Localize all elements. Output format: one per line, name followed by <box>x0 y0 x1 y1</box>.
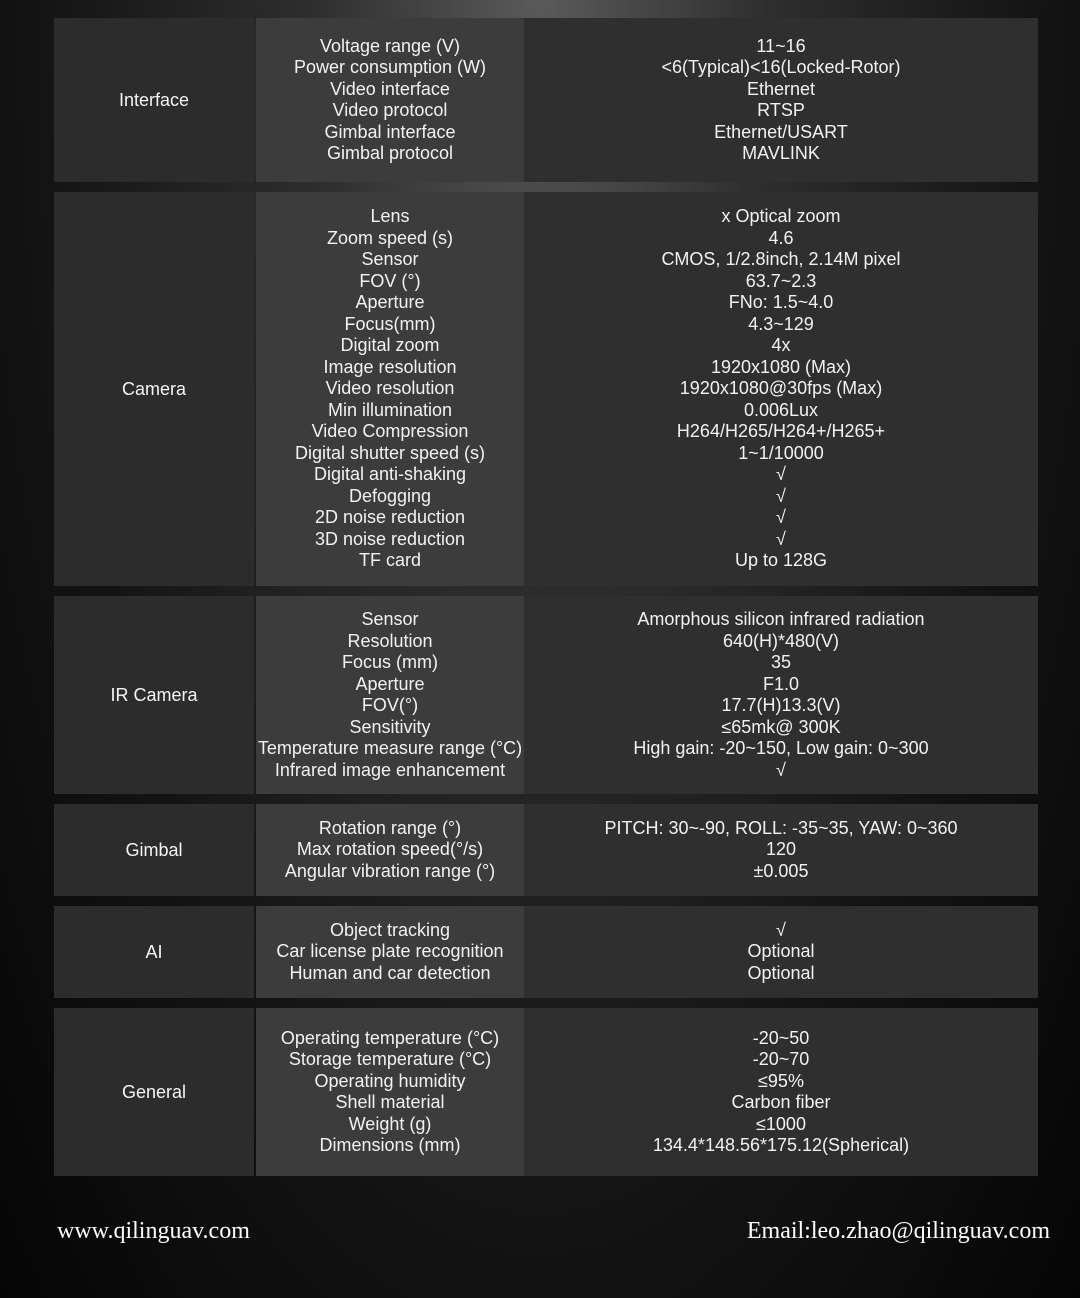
param-name: Object tracking <box>329 919 451 940</box>
param-name: Lens <box>370 206 410 227</box>
param-name: Aperture <box>355 292 425 313</box>
param-value: 640(H)*480(V) <box>722 630 840 651</box>
param-name: Voltage range (V) <box>319 35 461 56</box>
param-name: Gimbal interface <box>324 121 456 142</box>
param-values <box>524 804 1038 896</box>
param-value: High gain: -20~150, Low gain: 0~300 <box>633 738 929 758</box>
param-value: 35 <box>770 652 792 672</box>
param-name: Sensor <box>361 249 419 270</box>
param-values <box>524 192 1038 586</box>
param-name: Shell material <box>335 1092 445 1112</box>
param-name: Infrared image enhancement <box>274 759 506 780</box>
param-value: FNo: 1.5~4.0 <box>728 292 834 313</box>
param-value: 4.6 <box>768 227 794 248</box>
category-label: IR Camera <box>54 596 254 794</box>
param-value: Ethernet/USART <box>714 121 848 142</box>
category-label: Camera <box>54 192 254 586</box>
param-name: Operating humidity <box>314 1070 466 1091</box>
param-name: Zoom speed (s) <box>326 227 454 248</box>
param-name: Power consumption (W) <box>293 57 487 77</box>
param-value: Up to 128G <box>734 550 828 571</box>
section-gimbal <box>54 804 1038 896</box>
param-name: Angular vibration range (°) <box>284 860 496 881</box>
param-value: Amorphous silicon infrared radiation <box>637 609 925 629</box>
param-name: Weight (g) <box>348 1113 432 1134</box>
category-label: Interface <box>54 18 254 182</box>
param-value: Optional <box>747 941 815 962</box>
param-value: 1920x1080 (Max) <box>710 356 852 377</box>
param-name: TF card <box>358 550 421 571</box>
param-name: Rotation range (°) <box>318 817 462 838</box>
param-value: √ <box>776 759 786 780</box>
param-value: 120 <box>765 839 797 860</box>
param-name: Max rotation speed(°/s) <box>296 839 484 860</box>
section-ir-camera <box>54 596 1038 794</box>
param-names <box>256 906 524 998</box>
param-names <box>256 1008 524 1176</box>
param-value: 17.7(H)13.3(V) <box>721 695 841 715</box>
section-camera <box>54 192 1038 586</box>
param-value: √ <box>776 919 786 940</box>
param-value: RTSP <box>757 100 805 120</box>
email-link[interactable]: Email:leo.zhao@qilinguav.com <box>746 1218 1050 1244</box>
param-value: √ <box>776 528 786 549</box>
param-value: 4.3~129 <box>748 313 814 334</box>
param-value: Carbon fiber <box>731 1092 831 1112</box>
param-name: Gimbal protocol <box>326 143 454 163</box>
param-name: FOV (°) <box>359 270 421 291</box>
param-value: 134.4*148.56*175.12(Spherical) <box>652 1135 910 1155</box>
param-value: Ethernet <box>746 78 816 99</box>
param-name: Operating temperature (°C) <box>280 1027 500 1048</box>
param-name: Car license plate recognition <box>276 941 504 962</box>
param-names <box>256 18 524 182</box>
param-value: 11~16 <box>756 35 806 56</box>
param-name: 3D noise reduction <box>314 528 466 549</box>
param-value: CMOS, 1/2.8inch, 2.14M pixel <box>661 249 901 270</box>
param-name: Video Compression <box>311 421 469 442</box>
param-value: 1920x1080@30fps (Max) <box>679 378 883 399</box>
param-name: Focus(mm) <box>344 313 436 334</box>
website-link[interactable]: www.qilinguav.com <box>57 1218 250 1244</box>
param-names <box>256 804 524 896</box>
param-name: Video interface <box>330 78 450 99</box>
section-interface <box>54 18 1038 182</box>
param-value: PITCH: 30~-90, ROLL: -35~35, YAW: 0~360 <box>604 817 958 838</box>
param-name: Sensor <box>361 609 419 629</box>
param-values <box>524 596 1038 794</box>
param-name: Video protocol <box>332 100 448 120</box>
param-name: Defogging <box>348 485 432 506</box>
param-value: √ <box>776 464 786 485</box>
param-value: -20~70 <box>752 1049 810 1069</box>
param-value: ±0.005 <box>753 860 809 881</box>
param-value: 63.7~2.3 <box>745 270 817 291</box>
param-values <box>524 1008 1038 1176</box>
param-names <box>256 596 524 794</box>
param-name: Digital zoom <box>340 335 440 356</box>
param-name: Human and car detection <box>289 962 491 983</box>
param-names <box>256 192 524 586</box>
param-name: Digital anti-shaking <box>313 464 467 485</box>
param-values <box>524 906 1038 998</box>
param-name: FOV(°) <box>361 695 419 715</box>
param-name: Sensitivity <box>349 716 431 737</box>
param-value: ≤1000 <box>756 1113 806 1134</box>
param-value: 1~1/10000 <box>738 442 824 463</box>
category-label: AI <box>54 906 254 998</box>
category-label: General <box>54 1008 254 1176</box>
param-name: Min illumination <box>327 399 453 420</box>
param-value: ≤65mk@ 300K <box>721 716 841 737</box>
param-value: -20~50 <box>752 1027 810 1048</box>
param-name: Video resolution <box>325 378 455 399</box>
section-ai <box>54 906 1038 998</box>
param-value: MAVLINK <box>742 143 820 163</box>
param-values <box>524 18 1038 182</box>
param-name: Aperture <box>355 673 425 694</box>
param-value: √ <box>776 485 786 506</box>
param-name: Image resolution <box>323 356 457 377</box>
section-general <box>54 1008 1038 1176</box>
category-label: Gimbal <box>54 804 254 896</box>
param-name: Digital shutter speed (s) <box>294 442 486 463</box>
param-value: 4x <box>771 335 791 356</box>
param-value: H264/H265/H264+/H265+ <box>676 421 886 442</box>
param-value: x Optical zoom <box>721 206 841 227</box>
param-name: Storage temperature (°C) <box>288 1049 492 1069</box>
param-name: Dimensions (mm) <box>319 1135 461 1155</box>
param-name: Resolution <box>347 630 433 651</box>
param-value: √ <box>776 507 786 528</box>
param-value: F1.0 <box>762 673 800 694</box>
param-value: ≤95% <box>758 1070 804 1091</box>
param-value: <6(Typical)<16(Locked-Rotor) <box>661 57 901 77</box>
param-name: Focus (mm) <box>342 652 438 672</box>
param-name: 2D noise reduction <box>314 507 466 528</box>
param-value: 0.006Lux <box>743 399 819 420</box>
param-name: Temperature measure range (°C) <box>257 738 523 758</box>
param-value: Optional <box>747 962 815 983</box>
